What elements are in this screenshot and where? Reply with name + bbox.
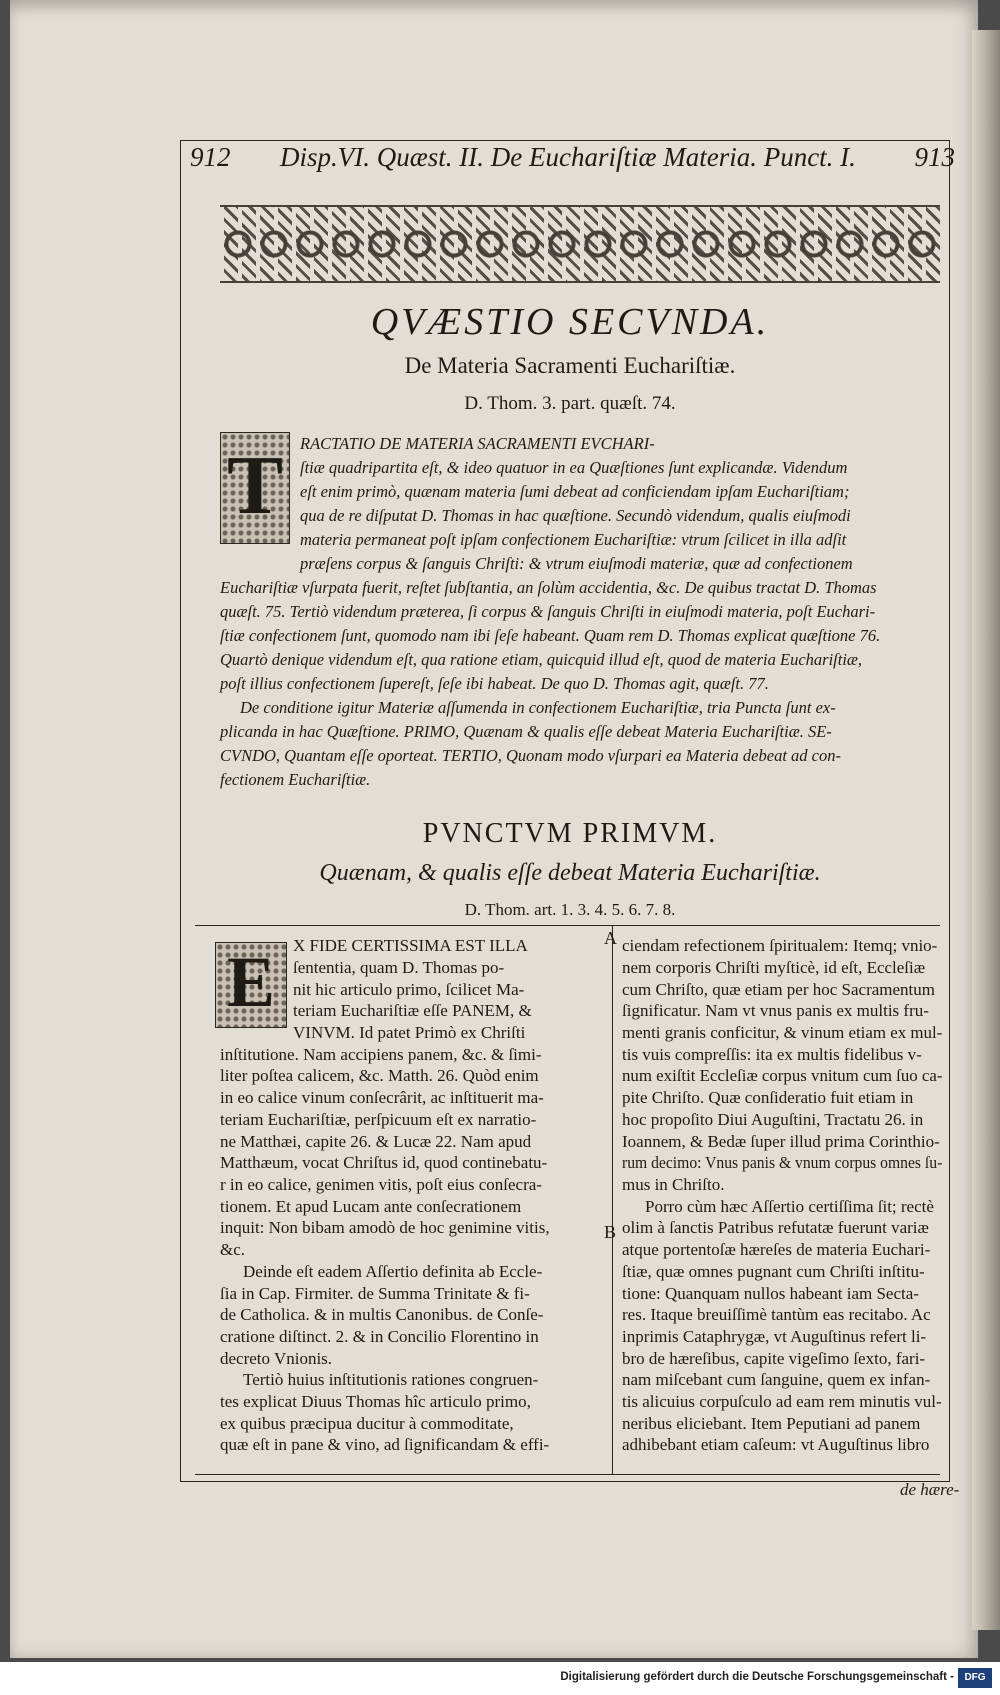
right-column-line: pite Chriſto. Quæ conſideratio fuit etiam in	[622, 1088, 914, 1107]
intro-line: præſens corpus & ſanguis Chriſti: & vtrum eiuſmodi materiæ, quæ ad confectionem	[300, 554, 853, 573]
left-column-line: Deinde eſt eadem Aſſertio definita ab Eccle-	[243, 1262, 543, 1281]
right-column-line: bro de hæreſibus, capite vigeſimo ſexto, fari-	[622, 1349, 926, 1368]
intro-line: Euchariſtiæ vſurpata fuerit, reſtet ſubſtantia, an ſolùm accidentia, &c. De quibus tractat D. Thomas	[220, 578, 877, 597]
column-rule	[612, 926, 613, 1474]
left-column-line: tionem. Et apud Lucam ante conſecrationem	[220, 1197, 522, 1216]
digitization-footer	[0, 1662, 1000, 1695]
right-column-line: adhibebant etiam caſeum: vt Auguſtinus libro	[622, 1435, 930, 1454]
intro-line: ſtiæ quadripartita eſt, & ideo quatuor in ea Quæſtiones ſunt explicandæ. Videndum	[300, 458, 848, 477]
page-number-right: 913	[914, 142, 955, 172]
right-column-line: inprimis Cataphrygæ, vt Auguſtinus refert li-	[622, 1327, 927, 1346]
intro-line: plicanda in hac Quæſtione. PRIMO, Quænam & qualis eſſe debeat Materia Euchariſtiæ. SE-	[220, 722, 832, 741]
intro-line: CVNDO, Quantam eſſe oporteat. TERTIO, Quonam modo vſurpari ea Materia debeat ad con-	[220, 746, 841, 765]
quaestio-reference: D. Thom. 3. part. quæſt. 74.	[464, 393, 676, 414]
initial-e-dropcap	[215, 942, 287, 1028]
punctum-subtitle: Quænam, & qualis eſſe debeat Materia Euchariſtiæ.	[319, 860, 821, 886]
intro-line: materia permaneat poſt ipſam confectionem Euchariſtiæ: vtrum ſcilicet in illa adſit	[300, 530, 847, 549]
intro-line: RACTATIO DE MATERIA SACRAMENTI EVCHARI-	[300, 434, 655, 453]
intro-line: quæſt. 75. Tertiò videndum præterea, ſi corpus & ſanguis Chriſti in eiuſmodi materia, poſt Euchari-	[220, 602, 876, 621]
left-column-line: VINVM. Id patet Primò ex Chriſti	[293, 1023, 526, 1042]
right-column-line: menti granis conficitur, & vinum etiam ex mul-	[622, 1023, 943, 1042]
right-column-line: Porro cùm hæc Aſſertio certiſſima ſit; rectè	[645, 1197, 934, 1216]
left-column-line: nit hic articulo primo, ſcilicet Ma-	[293, 980, 525, 999]
right-column-line: hoc propoſito Diui Auguſtini, Tractatu 26. in	[622, 1110, 924, 1129]
right-column-line: Ioannem, & Bedæ ſuper illud prima Corinthio-	[622, 1132, 940, 1151]
page-edge	[972, 30, 1000, 1630]
intro-line: fectionem Euchariſtiæ.	[220, 770, 371, 789]
left-column-line: Matthæum, vocat Chriſtus id, quod continebatu-	[220, 1153, 548, 1172]
quaestio-subtitle: De Materia Sacramenti Euchariſtiæ.	[404, 353, 736, 378]
left-column-line: teriam Euchariſtiæ, perſpicuum eſt ex narratio-	[220, 1110, 537, 1129]
right-column-line: nam miſcebant cum ſanguine, quem ex infan-	[622, 1370, 931, 1389]
right-column-line: rum decimo: Vnus panis & vnum corpus omnes ſu-	[622, 1153, 943, 1172]
left-column-line: liter poſtea calicem, &c. Matth. 26. Quòd enim	[220, 1066, 539, 1085]
quaestio-title: QVÆSTIO SECVNDA.	[370, 301, 770, 343]
right-column-line: tis alicuius corpuſculo ad eam rem minutis vul-	[622, 1392, 942, 1411]
left-column-line: &c.	[220, 1240, 246, 1259]
right-column-line: mus in Chriſto.	[622, 1175, 725, 1194]
right-column-line: ſignificatur. Nam vt vnus panis ex multis fru-	[622, 1001, 929, 1020]
margin-marker-a: A	[604, 928, 617, 948]
right-column-line: ſtiæ, quæ omnes pugnant cum Chriſti inſtitu-	[622, 1262, 925, 1281]
dfg-logo-icon[interactable]: DFG	[958, 1668, 992, 1688]
left-column-line: Tertiò huius inſtitutionis rationes congruen-	[243, 1370, 539, 1389]
right-column-line: tione: Quanquam nullos habeant iam Secta-	[622, 1284, 919, 1303]
intro-line: De conditione igitur Materiæ aſſumenda in confectionem Euchariſtiæ, tria Puncta ſunt ex-	[240, 698, 836, 717]
left-column-line: quæ eſt in pane & vino, ad ſignificandam & effi-	[220, 1435, 550, 1454]
ornamental-band	[220, 205, 940, 283]
initial-letter: E	[226, 942, 276, 1022]
running-head	[190, 142, 955, 182]
intro-line: poſt illius confectionem ſupereſt, ſeſe ibi habeat. De quo D. Thomas agit, quæſt. 77.	[220, 674, 769, 693]
left-column-line: inſtitutione. Nam accipiens panem, &c. & ſimi-	[220, 1045, 542, 1064]
left-column-line: decreto Vnionis.	[220, 1349, 333, 1368]
right-column-line: tis vuis compreſſis: ita ex multis fidelibus v-	[622, 1045, 922, 1064]
right-column-line: num exiſtit Eccleſiæ corpus vnitum cum ſuo ca-	[622, 1066, 943, 1085]
intro-line: eſt enim primò, quænam materia ſumi debeat ad conficiendam ipſam Euchariſtiam;	[300, 482, 850, 501]
intro-line: ſtiæ confectionem ſunt, quomodo nam ibi ſeſe habeant. Quam rem D. Thomas explicat quæſtione 76.	[220, 626, 881, 645]
left-column-line: X FIDE CERTISSIMA EST ILLA	[293, 936, 528, 955]
left-column-line: inquit: Non bibam amodò de hoc genimine vitis,	[220, 1218, 550, 1237]
left-column-line: ex quibus præcipua ducitur à commoditate,	[220, 1414, 514, 1433]
initial-t-dropcap	[220, 432, 290, 544]
initial-letter: T	[226, 439, 284, 532]
margin-marker-b: B	[604, 1222, 617, 1242]
punctum-title: PVNCTVM PRIMVM.	[422, 818, 718, 849]
left-column-line: teriam Euchariſtiæ eſſe PANEM, &	[293, 1001, 532, 1020]
right-column-line: atque portentoſæ hæreſes de materia Euchari-	[622, 1240, 931, 1259]
left-column-line: ne Matthæi, capite 26. & Lucæ 22. Nam apud	[220, 1132, 532, 1151]
left-column-line: de Catholica. & in multis Canonibus. de Conſe-	[220, 1305, 544, 1324]
left-column-line: tes explicat Diuus Thomas hîc articulo primo,	[220, 1392, 531, 1411]
running-head-title: Disp.VI. Quæst. II. De Euchariſtiæ Materia. Punct. I.	[280, 142, 856, 172]
left-column-line: cratione diſtinct. 2. & in Concilio Florentino in	[220, 1327, 539, 1346]
left-column-line: ſia in Cap. Firmiter. de Summa Trinitate & fi-	[220, 1284, 530, 1303]
intro-line: qua de re diſputat D. Thomas in hac quæſtione. Secundò videndum, qualis eiuſmodi	[300, 506, 851, 525]
right-column-line: cum Chriſto, quæ etiam per hoc Sacramentum	[622, 980, 936, 999]
left-column-line: r in eo calice, genimen vitis, poſt eius conſecra-	[220, 1175, 542, 1194]
footer-credit: Digitalisierung gefördert durch die Deutsche Forschungsgemeinschaft -	[560, 1671, 954, 1683]
page-number-left: 912	[190, 142, 231, 172]
right-column-line: nem corporis Chriſti myſticè, id eſt, Eccleſiæ	[622, 958, 926, 977]
left-column-line: in eo calice vinum conſecrârit, ac inſtituerit ma-	[220, 1088, 544, 1107]
section-divider	[195, 925, 940, 926]
intro-line: Quartò denique videndum eſt, qua ratione etiam, quicquid illud eſt, quod de materia Euchariſtiæ,	[220, 650, 863, 669]
right-column-line: res. Itaque breuiſſimè tantùm eas recitabo. Ac	[622, 1305, 931, 1324]
punctum-reference: D. Thom. art. 1. 3. 4. 5. 6. 7. 8.	[464, 900, 676, 919]
bottom-rule	[195, 1474, 940, 1475]
right-column-line: neribus eliciebant. Item Peputiani ad panem	[622, 1414, 921, 1433]
catchword: de hære-	[900, 1480, 960, 1499]
left-column-line: ſententia, quam D. Thomas po-	[293, 958, 505, 977]
right-column-line: ciendam refectionem ſpiritualem: Itemq; vnio-	[622, 936, 938, 955]
right-column-line: olim à ſanctis Patribus refutatæ fuerunt variæ	[622, 1218, 929, 1237]
